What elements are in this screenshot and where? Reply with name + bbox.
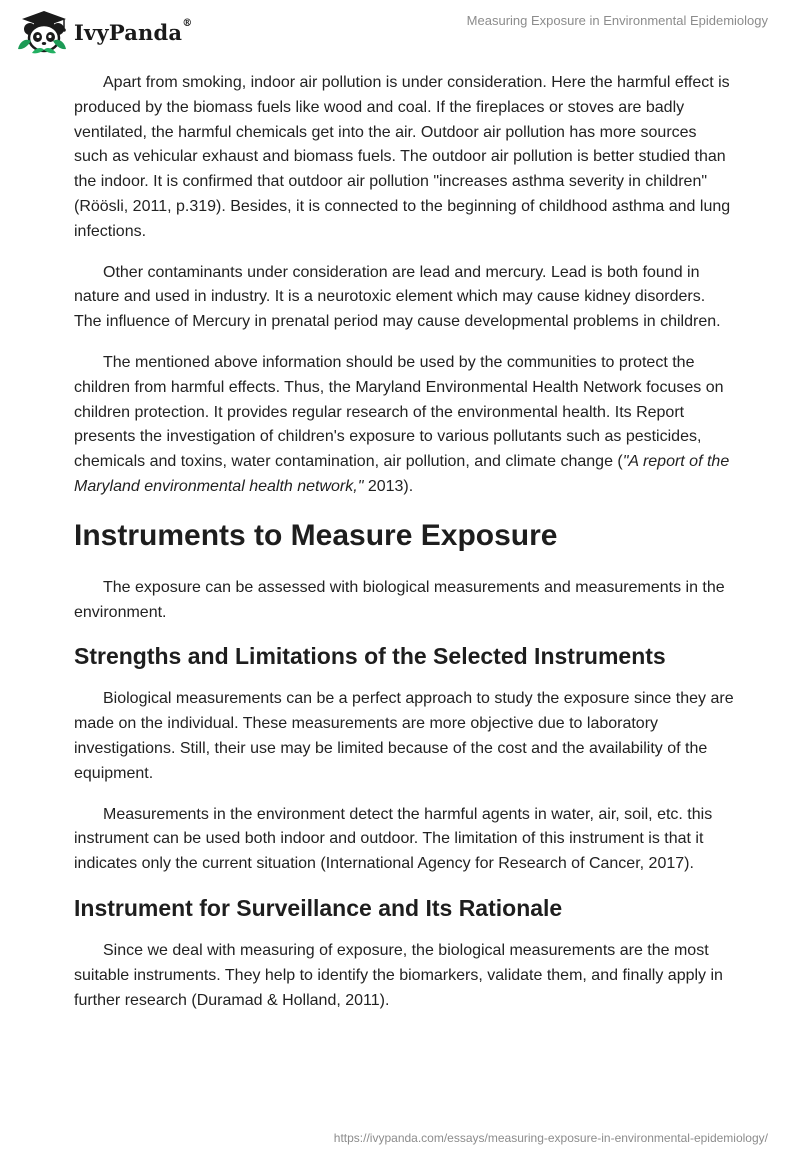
registered-mark: ®	[182, 17, 193, 29]
citation-year: 2013).	[363, 477, 414, 495]
paragraph-exposure-assessment: The exposure can be assessed with biological measurements and measurements in the environment.	[74, 578, 725, 621]
brand-name: IvyPanda®	[74, 17, 193, 45]
citation-title: "A report of the Maryland environmental health network,"	[74, 453, 730, 495]
paragraph-maryland-network	[74, 351, 734, 500]
heading-surveillance: Instrument for Surveillance and Its Rationale	[74, 894, 563, 921]
heading-strengths-limitations: Strengths and Limitations of the Selected Instruments	[74, 643, 666, 670]
ivypanda-logo[interactable]	[14, 8, 194, 56]
page-header	[0, 0, 800, 64]
paragraph-environment-measurements: Measurements in the environment detect the harmful agents in water, air, soil, etc. this instrument can be used both indoor and outdoor. The limitation of this instrument is that it indicates only the current situation (International Agency for Research of Cancer, 2017).	[74, 805, 713, 873]
document-title: Measuring Exposure in Environmental Epidemiology	[466, 13, 768, 28]
heading-instruments: Instruments to Measure Exposure	[74, 518, 558, 552]
paragraph-lead-mercury: Other contaminants under consideration are lead and mercury. Lead is both found in nature and used in industry. It is a neurotoxic element which may cause kidney disorders. The influence of Mercury in prenatal period may cause developmental problems in children.	[74, 263, 721, 331]
panda-mascot-icon	[14, 9, 70, 55]
paragraph-biological-measurements: Biological measurements can be a perfect approach to study the exposure since they are made on the individual. These measurements are more objective due to laboratory investigations. Still, their use may be limited because of the cost and the availability of the equipment.	[74, 690, 734, 782]
paragraph-surveillance-rationale: Since we deal with measuring of exposure, the biological measurements are the most suitable instruments. They help to identify the biomarkers, validate them, and finally apply in further research (Duramad & Holland, 2011).	[74, 941, 723, 1009]
paragraph-indoor-air-pollution: Apart from smoking, indoor air pollution is under consideration. Here the harmful effect is produced by the biomass fuels like wood and coal. If the fireplaces or stoves are badly ventilated, the harmful chemicals get into the air. Outdoor air pollution has more sources such as vehicular exhaust and biomass fuels. The outdoor air pollution is better studied than the indoor. It is confirmed that outdoor air pollution "increases asthma severity in children" (Röösli, 2011, p.319). Besides, it is connected to the beginning of childhood asthma and lung infections.	[74, 74, 731, 240]
paragraph-maryland-text: The mentioned above information should be used by the communities to protect the children from harmful effects. Thus, the Maryland Environmental Health Network focuses on children protection. It provides regular research of the environmental health. Its Report presents the investigation of children's exposure to various pollutants such as pesticides, chemicals and toxins, water contamination, air pollution, and climate change (	[74, 353, 724, 471]
source-url[interactable]: https://ivypanda.com/essays/measuring-exposure-in-environmental-epidemiology/	[333, 1131, 768, 1145]
essay-content	[74, 71, 734, 1029]
